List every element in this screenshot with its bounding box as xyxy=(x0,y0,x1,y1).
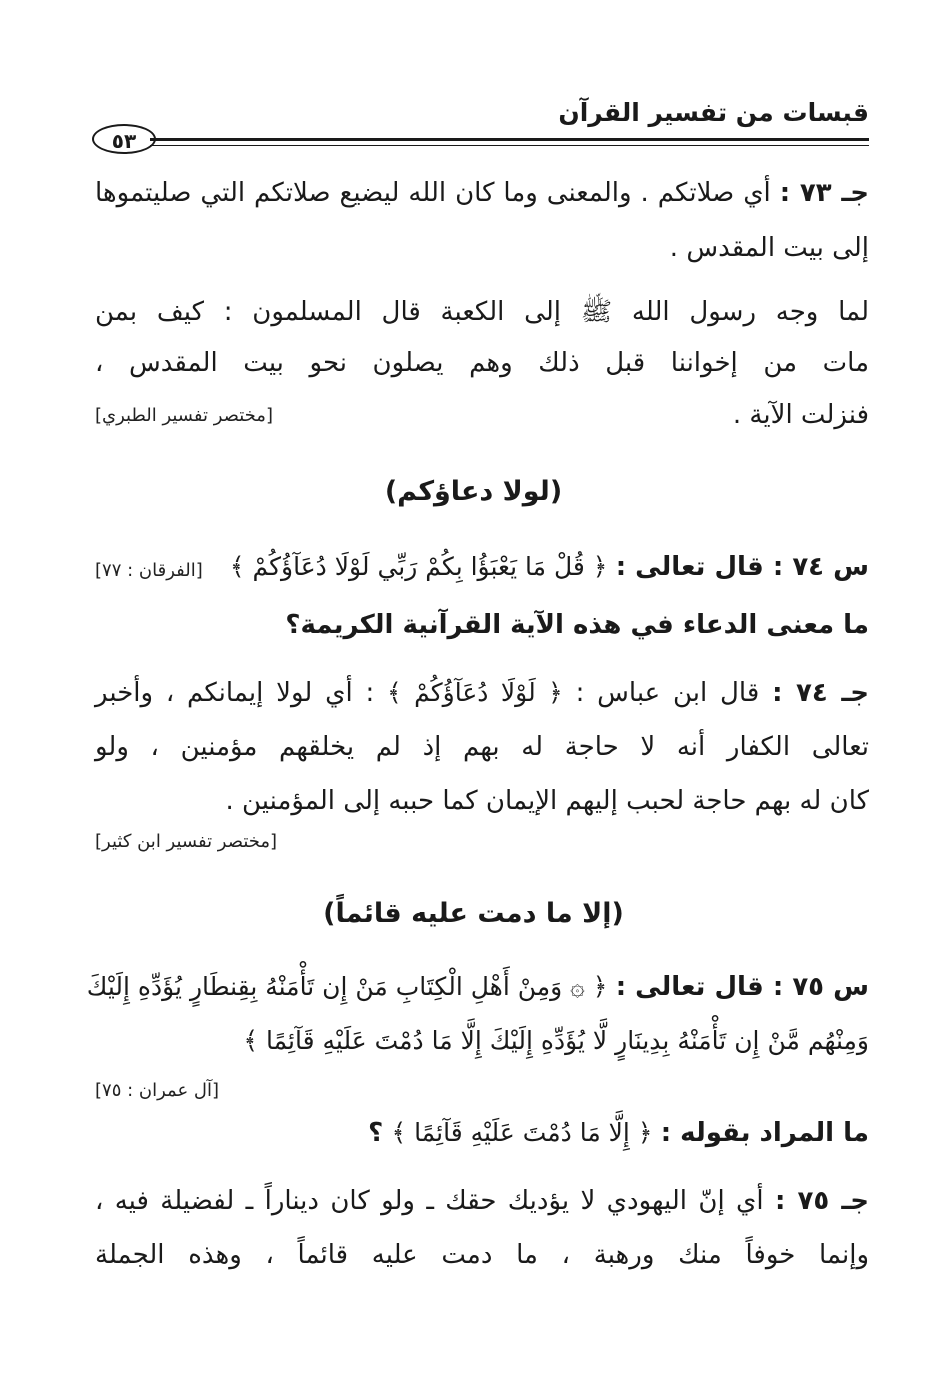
answer-74-line-3 xyxy=(95,786,869,816)
answer-73-line-2 xyxy=(95,233,869,263)
question-75-question xyxy=(95,1118,869,1148)
answer-73-line-1 xyxy=(95,178,869,208)
header-rule-thick xyxy=(150,138,869,141)
answer-73-para-line-2 xyxy=(95,348,869,378)
answer-73-text-2: إلى بيت المقدس . xyxy=(669,233,869,263)
answer-74-text-3: كان له بهم حاجة لحبب إليهم الإيمان كما حببه إلى المؤمنين . xyxy=(225,786,869,816)
question-74-label: س ٧٤ : قال تعالى : xyxy=(615,552,869,582)
answer-73-para-text-2: مات من إخواننا قبل ذلك وهم يصلون نحو بيت المقدس ، xyxy=(95,348,869,378)
question-75-question-mark: ؟ xyxy=(368,1118,384,1148)
question-75-verse-2: وَمِنْهُم مَّنْ إِن تَأْمَنْهُ بِدِينَارٍ لَّا يُؤَدِّهِ إِلَيْكَ إِلَّا مَا دُمْتَ عَلَيْهِ قَآئِمًا ﴾ xyxy=(243,1026,869,1055)
question-74-line-1 xyxy=(95,552,869,582)
question-74-verse: ﴿ قُلْ مَا يَعْبَؤُا بِكُمْ رَبِّي لَوْلَا دُعَآؤُكُمْ ﴾ xyxy=(229,552,608,581)
question-74-reference: [الفرقان : ٧٧] xyxy=(95,560,203,581)
answer-74-verse: ﴿ لَوْلَا دُعَآؤُكُمْ ﴾ xyxy=(387,678,563,707)
section-title-lawla-duaukum: (لولا دعاؤكم) xyxy=(384,476,563,507)
answer-73-para-text-1: لما وجه رسول الله ﷺ إلى الكعبة قال المسلمون : كيف بمن xyxy=(95,297,869,327)
answer-74-line-2 xyxy=(95,732,869,762)
question-75-question-text: ما المراد بقوله : xyxy=(660,1118,869,1148)
answer-74-reference: [مختصر تفسير ابن كثير] xyxy=(95,831,278,852)
question-75-line-2 xyxy=(95,1026,869,1056)
answer-74-text-1b: : أي لولا إيمانكم ، وأخبر xyxy=(95,678,375,708)
running-header-title: قبسات من تفسير القرآن xyxy=(558,98,869,127)
question-75-label: س ٧٥ : قال تعالى : xyxy=(615,972,869,1002)
answer-75-text-2: وإنما خوفاً منك ورهبة ، ما دمت عليه قائماً ، وهذه الجملة xyxy=(95,1240,869,1270)
answer-73-text-1: أي صلاتكم . والمعنى وما كان الله ليضيع صلاتكم التي صليتموها xyxy=(95,178,771,208)
answer-75-line-1 xyxy=(95,1186,869,1216)
answer-73-para-text-3: فنزلت الآية . xyxy=(732,400,869,430)
section-title-illa-ma-dumta: (إلا ما دمت عليه قائماً) xyxy=(323,898,624,929)
answer-73-reference: [مختصر تفسير الطبري] xyxy=(95,405,273,426)
question-74-question: ما معنى الدعاء في هذه الآية القرآنية الكريمة؟ xyxy=(285,610,869,640)
question-75-line-1 xyxy=(86,972,869,1002)
answer-73-para-line-1 xyxy=(95,295,869,333)
question-75-question-verse: ﴿ إِلَّا مَا دُمْتَ عَلَيْهِ قَآئِمًا ﴾ xyxy=(391,1118,653,1147)
answer-74-label: جـ ٧٤ : xyxy=(772,678,869,708)
answer-74-text-2: تعالى الكفار أنه لا حاجة له بهم إذ لم يخلقهم مؤمنين ، ولو xyxy=(95,732,869,762)
answer-75-text-1: أي إنّ اليهودي لا يؤديك حقك ـ ولو كان ديناراً ـ لفضيلة فيه ، xyxy=(95,1186,764,1216)
answer-74-line-1 xyxy=(95,678,869,708)
question-75-verse-1: ﴿ ۞ وَمِنْ أَهْلِ الْكِتَابِ مَنْ إِن تَأْمَنْهُ بِقِنطَارٍ يُؤَدِّهِ إِلَيْكَ xyxy=(86,972,608,1001)
answer-75-label: جـ ٧٥ : xyxy=(774,1186,870,1216)
answer-75-line-2 xyxy=(95,1240,869,1270)
answer-73-label: جـ ٧٣ : xyxy=(779,178,869,208)
answer-74-text-1a: قال ابن عباس : xyxy=(575,678,760,708)
header-rule-thin xyxy=(150,145,869,146)
question-75-reference: [آل عمران : ٧٥] xyxy=(95,1080,220,1101)
page-number-badge: ٥٣ xyxy=(92,124,156,154)
